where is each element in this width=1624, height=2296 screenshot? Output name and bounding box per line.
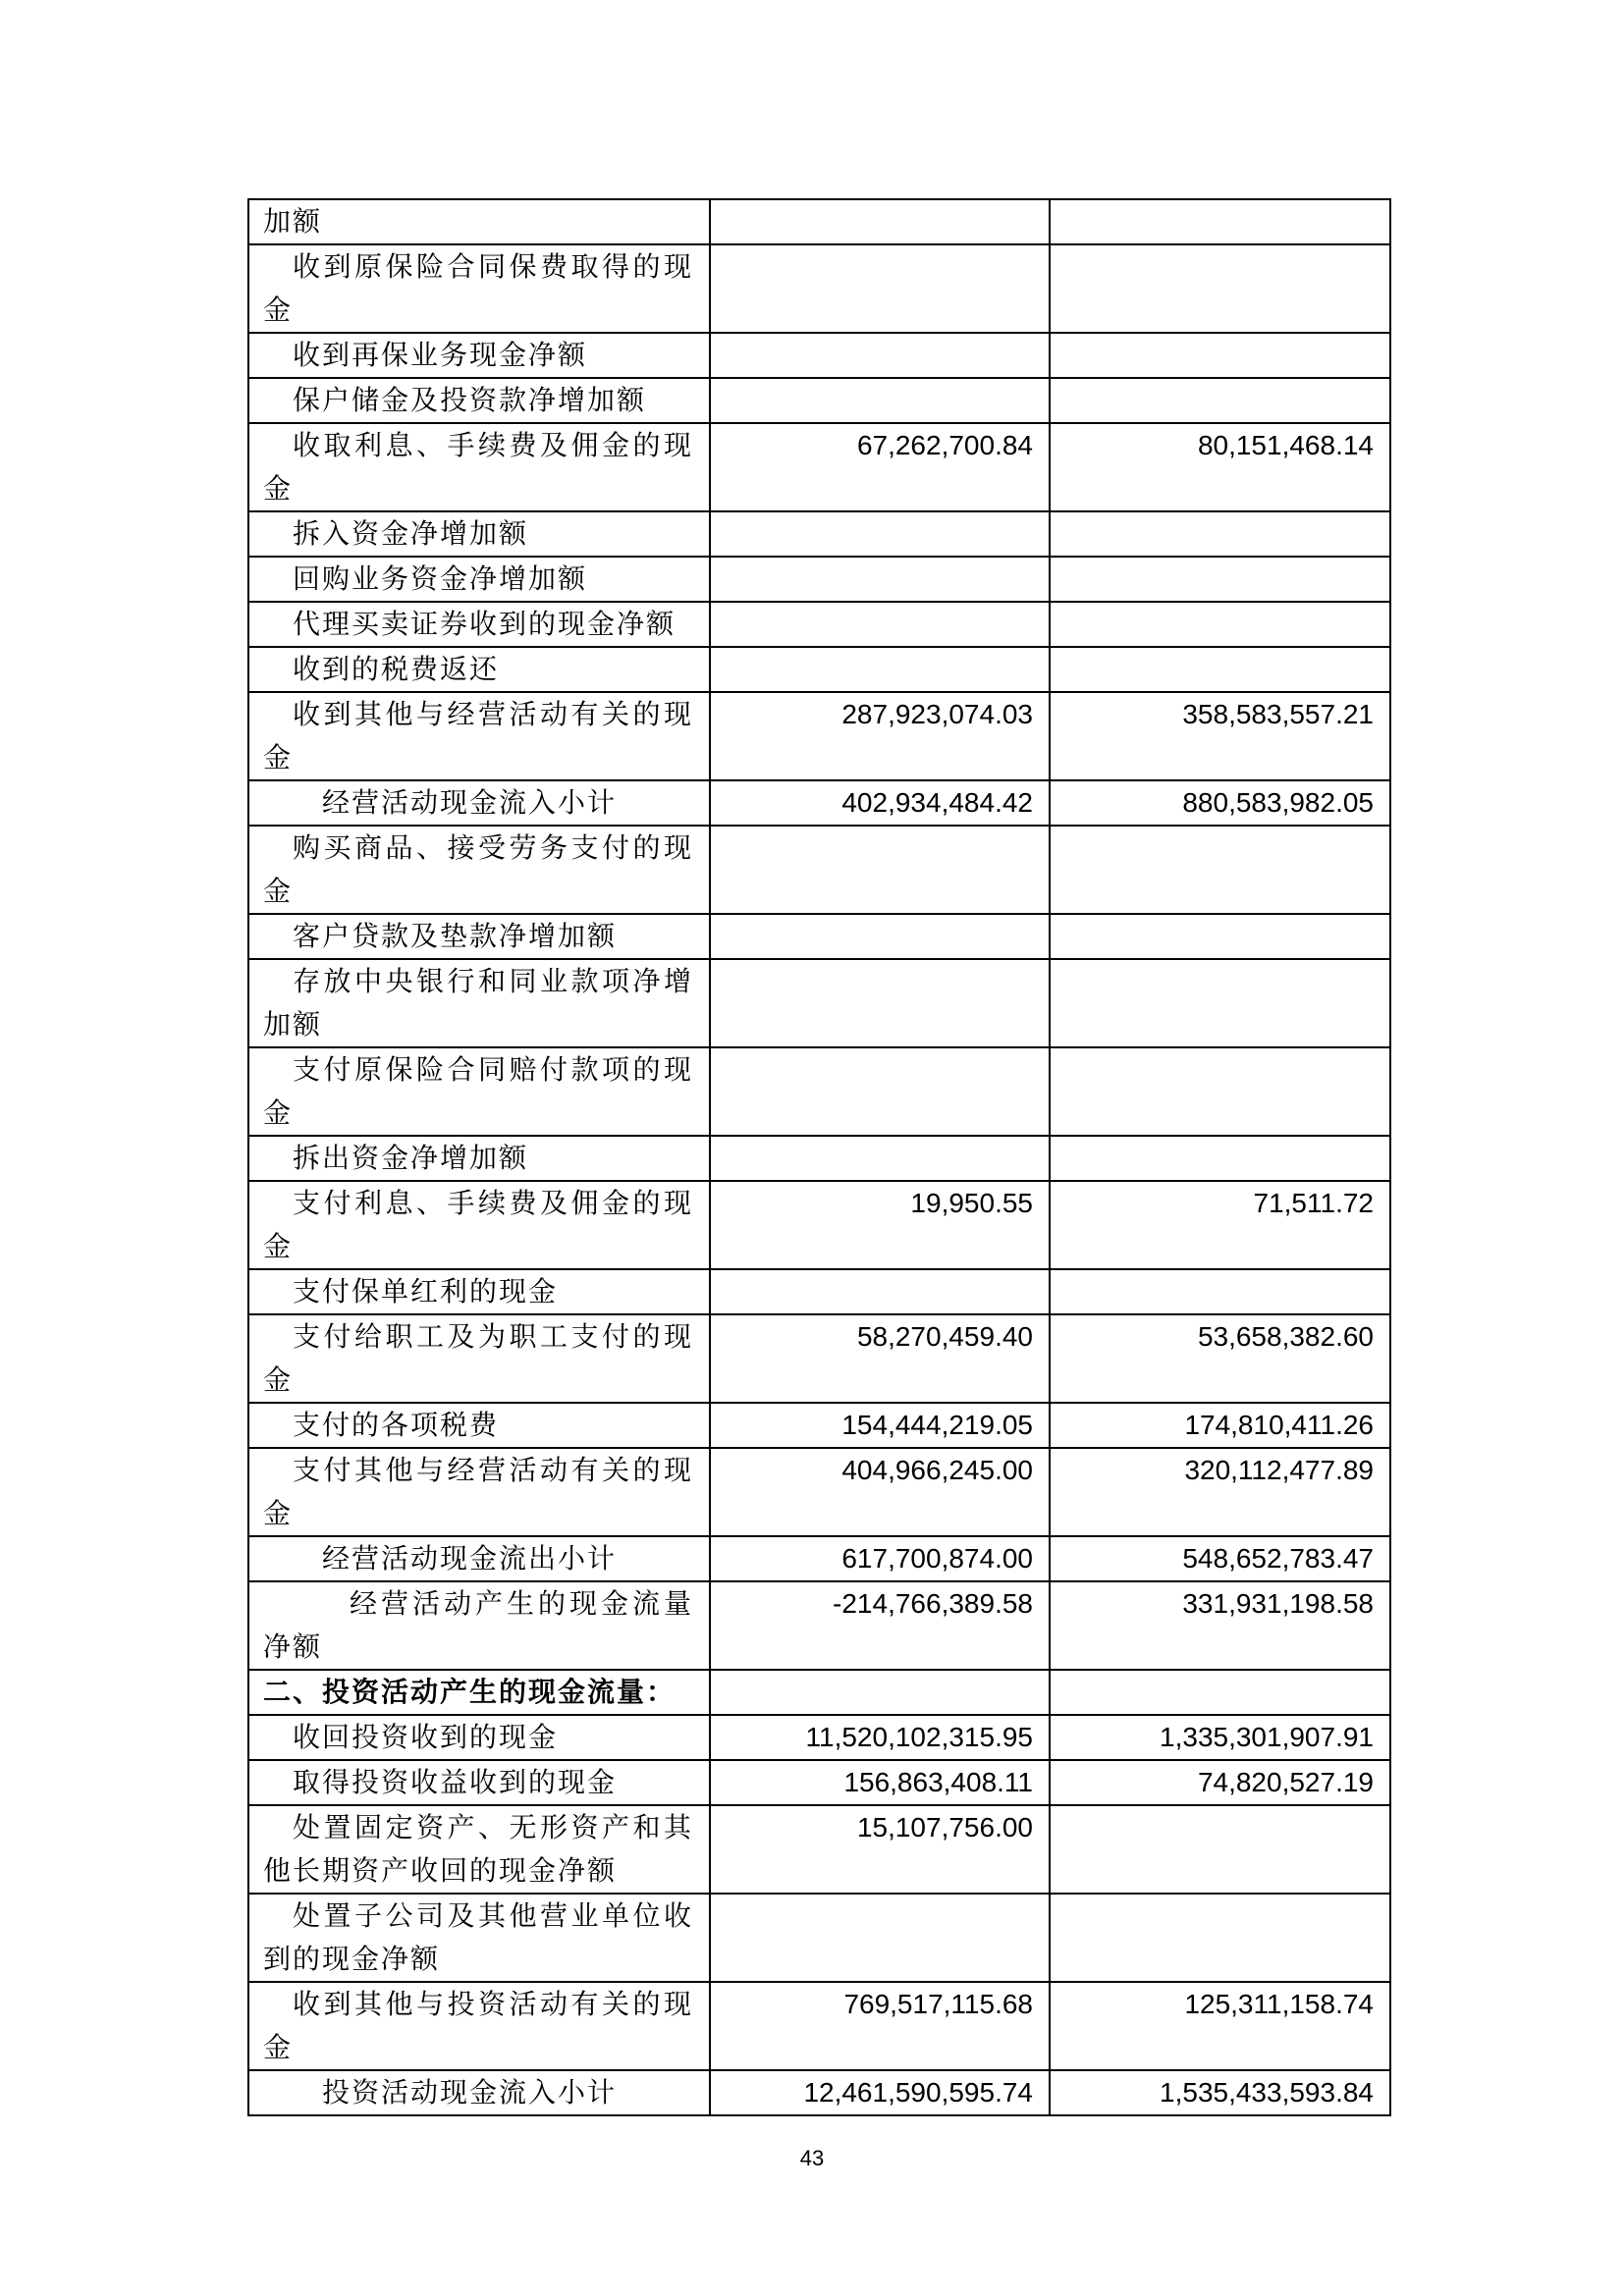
prior-period-amount <box>1050 914 1390 959</box>
prior-period-amount: 880,583,982.05 <box>1050 780 1390 826</box>
current-period-amount <box>710 826 1050 914</box>
prior-period-amount <box>1050 1047 1390 1136</box>
current-period-amount: -214,766,389.58 <box>710 1581 1050 1670</box>
row-label: 取得投资收益收到的现金 <box>248 1760 710 1805</box>
prior-period-amount <box>1050 244 1390 333</box>
current-period-amount: 12,461,590,595.74 <box>710 2070 1050 2115</box>
prior-period-amount <box>1050 378 1390 423</box>
table-row <box>248 1448 1390 1536</box>
table-row <box>248 602 1390 647</box>
current-period-amount <box>710 1047 1050 1136</box>
prior-period-amount <box>1050 1805 1390 1894</box>
prior-period-amount: 1,335,301,907.91 <box>1050 1715 1390 1760</box>
prior-period-amount: 331,931,198.58 <box>1050 1581 1390 1670</box>
prior-period-amount <box>1050 647 1390 692</box>
table-row <box>248 1760 1390 1805</box>
cash-flow-table <box>247 198 1391 2116</box>
row-label: 回购业务资金净增加额 <box>248 557 710 602</box>
current-period-amount <box>710 1894 1050 1982</box>
prior-period-amount <box>1050 199 1390 244</box>
page-number: 43 <box>799 2146 825 2170</box>
table-row <box>248 378 1390 423</box>
current-period-amount <box>710 244 1050 333</box>
table-row <box>248 1581 1390 1670</box>
prior-period-amount <box>1050 1670 1390 1715</box>
current-period-amount: 287,923,074.03 <box>710 692 1050 780</box>
row-label: 代理买卖证券收到的现金净额 <box>248 602 710 647</box>
current-period-amount <box>710 602 1050 647</box>
row-label: 收到的税费返还 <box>248 647 710 692</box>
table-row <box>248 2070 1390 2115</box>
row-label: 拆出资金净增加额 <box>248 1136 710 1181</box>
prior-period-amount <box>1050 602 1390 647</box>
table-row <box>248 1269 1390 1314</box>
prior-period-amount <box>1050 826 1390 914</box>
table-row <box>248 1670 1390 1715</box>
table-row <box>248 511 1390 557</box>
current-period-amount: 67,262,700.84 <box>710 423 1050 511</box>
current-period-amount <box>710 378 1050 423</box>
prior-period-amount: 1,535,433,593.84 <box>1050 2070 1390 2115</box>
prior-period-amount <box>1050 959 1390 1047</box>
prior-period-amount: 320,112,477.89 <box>1050 1448 1390 1536</box>
row-label: 收取利息、手续费及佣金的现金 <box>248 423 710 511</box>
current-period-amount <box>710 1269 1050 1314</box>
table-row <box>248 959 1390 1047</box>
row-label: 客户贷款及垫款净增加额 <box>248 914 710 959</box>
table-row <box>248 1403 1390 1448</box>
prior-period-amount: 53,658,382.60 <box>1050 1314 1390 1403</box>
cash-flow-table-body <box>248 199 1390 2115</box>
table-row <box>248 244 1390 333</box>
table-row <box>248 914 1390 959</box>
prior-period-amount <box>1050 557 1390 602</box>
prior-period-amount <box>1050 333 1390 378</box>
table-row <box>248 1314 1390 1403</box>
current-period-amount: 154,444,219.05 <box>710 1403 1050 1448</box>
row-label: 处置固定资产、无形资产和其他长期资产收回的现金净额 <box>248 1805 710 1894</box>
current-period-amount: 769,517,115.68 <box>710 1982 1050 2070</box>
row-label: 支付原保险合同赔付款项的现金 <box>248 1047 710 1136</box>
row-label: 支付的各项税费 <box>248 1403 710 1448</box>
prior-period-amount <box>1050 1136 1390 1181</box>
row-label: 支付给职工及为职工支付的现金 <box>248 1314 710 1403</box>
row-label: 加额 <box>248 199 710 244</box>
row-label: 经营活动产生的现金流量净额 <box>248 1581 710 1670</box>
current-period-amount <box>710 511 1050 557</box>
current-period-amount: 58,270,459.40 <box>710 1314 1050 1403</box>
row-label: 收到再保业务现金净额 <box>248 333 710 378</box>
current-period-amount <box>710 647 1050 692</box>
current-period-amount: 11,520,102,315.95 <box>710 1715 1050 1760</box>
table-row <box>248 780 1390 826</box>
row-label: 支付利息、手续费及佣金的现金 <box>248 1181 710 1269</box>
row-label: 拆入资金净增加额 <box>248 511 710 557</box>
current-period-amount <box>710 914 1050 959</box>
table-row <box>248 1047 1390 1136</box>
prior-period-amount: 174,810,411.26 <box>1050 1403 1390 1448</box>
current-period-amount: 19,950.55 <box>710 1181 1050 1269</box>
row-label: 收到其他与经营活动有关的现金 <box>248 692 710 780</box>
table-row <box>248 1894 1390 1982</box>
prior-period-amount: 71,511.72 <box>1050 1181 1390 1269</box>
current-period-amount: 15,107,756.00 <box>710 1805 1050 1894</box>
row-label: 二、投资活动产生的现金流量： <box>248 1670 710 1715</box>
row-label: 投资活动现金流入小计 <box>248 2070 710 2115</box>
current-period-amount: 156,863,408.11 <box>710 1760 1050 1805</box>
prior-period-amount <box>1050 511 1390 557</box>
row-label: 购买商品、接受劳务支付的现金 <box>248 826 710 914</box>
current-period-amount: 402,934,484.42 <box>710 780 1050 826</box>
current-period-amount <box>710 1136 1050 1181</box>
table-row <box>248 1536 1390 1581</box>
table-row <box>248 1136 1390 1181</box>
current-period-amount: 404,966,245.00 <box>710 1448 1050 1536</box>
row-label: 保户储金及投资款净增加额 <box>248 378 710 423</box>
table-row <box>248 1715 1390 1760</box>
table-row <box>248 199 1390 244</box>
table-row <box>248 692 1390 780</box>
prior-period-amount: 548,652,783.47 <box>1050 1536 1390 1581</box>
row-label: 存放中央银行和同业款项净增加额 <box>248 959 710 1047</box>
prior-period-amount <box>1050 1894 1390 1982</box>
current-period-amount <box>710 1670 1050 1715</box>
row-label: 支付其他与经营活动有关的现金 <box>248 1448 710 1536</box>
row-label: 处置子公司及其他营业单位收到的现金净额 <box>248 1894 710 1982</box>
row-label: 经营活动现金流出小计 <box>248 1536 710 1581</box>
table-row <box>248 1982 1390 2070</box>
table-row <box>248 423 1390 511</box>
current-period-amount <box>710 333 1050 378</box>
row-label: 支付保单红利的现金 <box>248 1269 710 1314</box>
prior-period-amount: 358,583,557.21 <box>1050 692 1390 780</box>
table-row <box>248 557 1390 602</box>
row-label: 经营活动现金流入小计 <box>248 780 710 826</box>
table-row <box>248 333 1390 378</box>
current-period-amount <box>710 199 1050 244</box>
row-label: 收到其他与投资活动有关的现金 <box>248 1982 710 2070</box>
table-row <box>248 1181 1390 1269</box>
table-row <box>248 647 1390 692</box>
current-period-amount <box>710 959 1050 1047</box>
prior-period-amount: 80,151,468.14 <box>1050 423 1390 511</box>
table-row <box>248 826 1390 914</box>
table-row <box>248 1805 1390 1894</box>
row-label: 收回投资收到的现金 <box>248 1715 710 1760</box>
prior-period-amount: 125,311,158.74 <box>1050 1982 1390 2070</box>
prior-period-amount <box>1050 1269 1390 1314</box>
current-period-amount <box>710 557 1050 602</box>
row-label: 收到原保险合同保费取得的现金 <box>248 244 710 333</box>
current-period-amount: 617,700,874.00 <box>710 1536 1050 1581</box>
prior-period-amount: 74,820,527.19 <box>1050 1760 1390 1805</box>
